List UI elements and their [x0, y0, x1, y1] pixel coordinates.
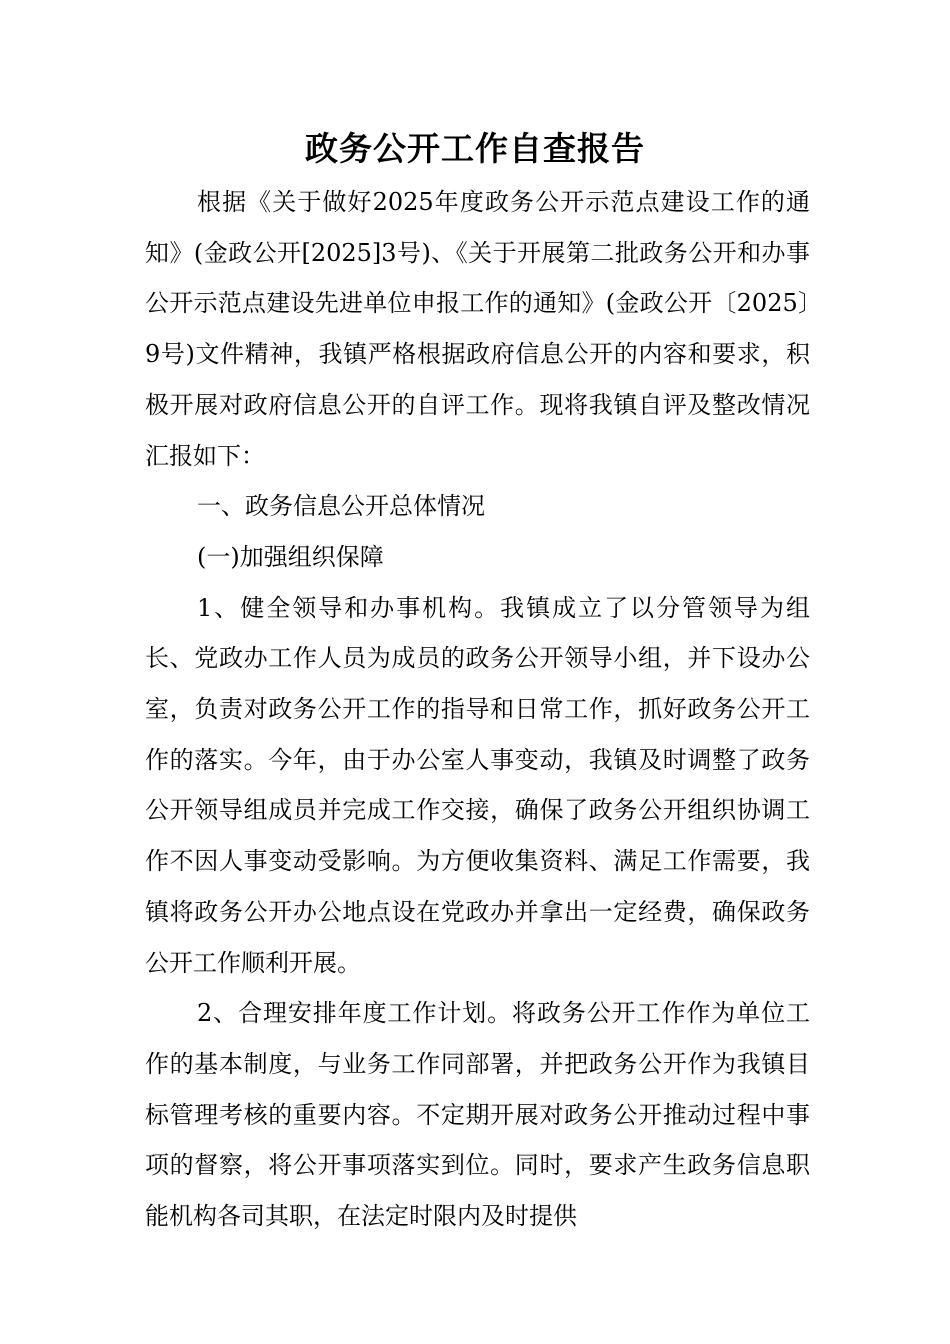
paragraph-item-2: 2、合理安排年度工作计划。将政务公开工作作为单位工作的基本制度，与业务工作同部署，并把政务公开作为我镇目标管理考核的重要内容。不定期开展对政务公开推动过程中事项的督察，将公开事项落实到位。同时，要求产生政务信息职能机构各司其职，在法定时限内及时提供: [145, 999, 810, 1231]
paragraph-intro: 根据《关于做好2025年度政务公开示范点建设工作的通知》(金政公开[2025]3号)、《关于开展第二批政务公开和办事公开示范点建设先进单位申报工作的通知》(金政公开〔2025〕9号)文件精神，我镇严格根据政府信息公开的内容和要求，积极开展对政府信息公开的自评工作。现将我镇自评及整改情况汇报如下：: [145, 188, 810, 470]
document-title: 政务公开工作自查报告: [305, 129, 645, 168]
paragraph-item-1: 1、健全领导和办事机构。我镇成立了以分管领导为组长、党政办工作人员为成员的政务公开领导小组，并下设办公室，负责对政务公开工作的指导和日常工作，抓好政务公开工作的落实。今年，由于办公室人事变动，我镇及时调整了政务公开领导组成员并完成工作交接，确保了政务公开组织协调工作不因人事变动受影响。为方便收集资料、满足工作需要，我镇将政务公开办公地点设在党政办并拿出一定经费，确保政务公开工作顺利开展。: [145, 593, 810, 977]
heading-section-1: 一、政务信息公开总体情况: [197, 492, 485, 521]
heading-subsection-1: (一)加强组织保障: [197, 542, 384, 571]
document-body: [145, 177, 810, 1242]
